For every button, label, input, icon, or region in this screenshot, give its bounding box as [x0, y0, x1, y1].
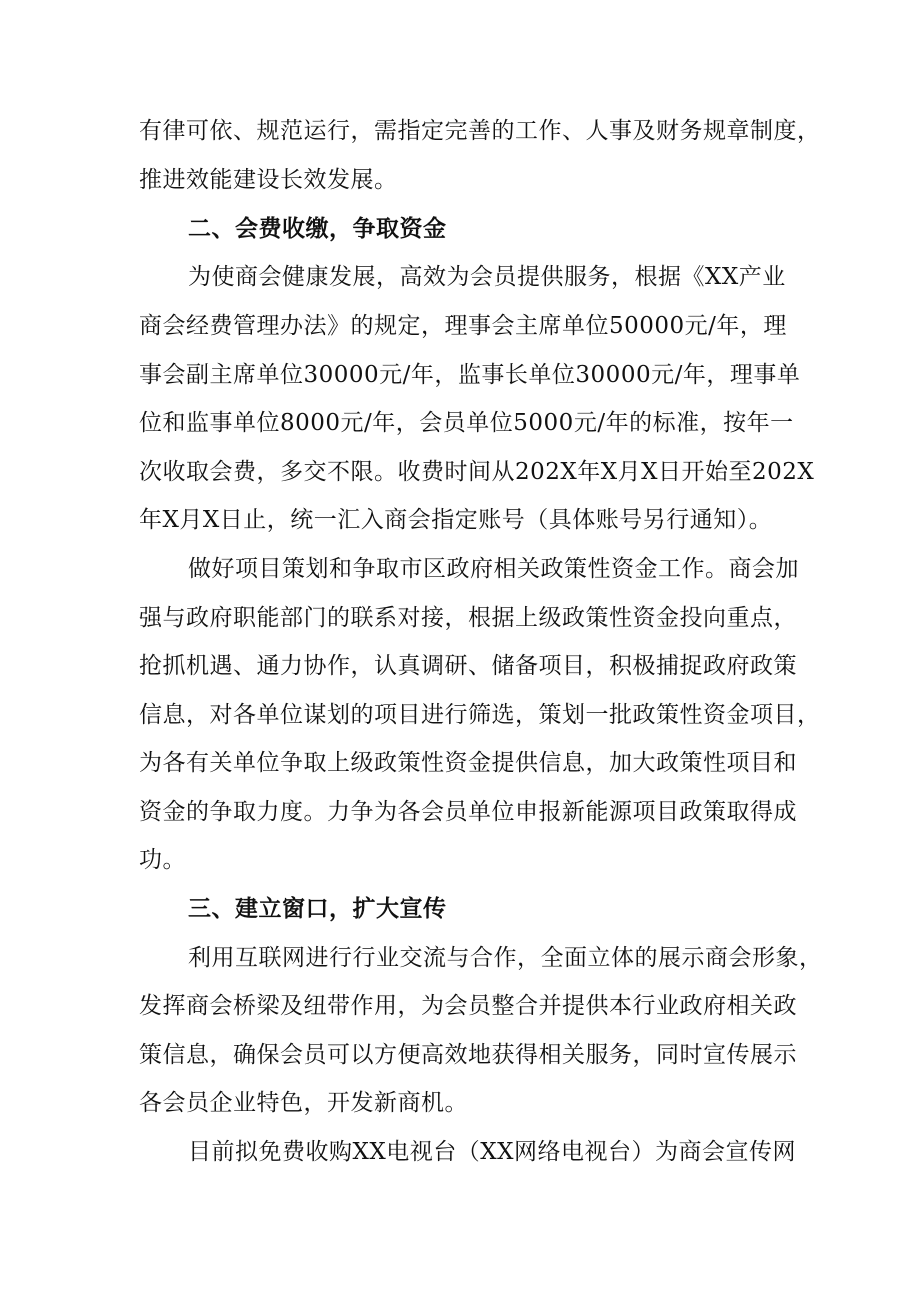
paragraph-line: 事会副主席单位30000元/年，监事长单位30000元/年，理事单: [139, 362, 801, 388]
paragraph-line: 强与政府职能部门的联系对接，根据上级政策性资金投向重点，: [139, 605, 797, 631]
paragraph-line: 有律可依、规范运行，需指定完善的工作、人事及财务规章制度，: [139, 118, 821, 144]
paragraph-line: 推进效能建设长效发展。: [139, 167, 398, 193]
paragraph-line: 为各有关单位争取上级政策性资金提供信息，加大政策性项目和: [139, 750, 797, 776]
paragraph-line: 做好项目策划和争取市区政府相关政策性资金工作。商会加: [188, 556, 799, 582]
paragraph-line: 年X月X日止，统一汇入商会指定账号（具体账号另行通知）。: [139, 507, 773, 533]
paragraph-line: 策信息，确保会员可以方便高效地获得相关服务，同时宣传展示: [139, 1042, 797, 1068]
paragraph-line: 利用互联网进行行业交流与合作，全面立体的展示商会形象，: [188, 945, 823, 971]
paragraph-line: 位和监事单位8000元/年，会员单位5000元/年的标准，按年一: [139, 410, 794, 436]
section-heading-3: 三、建立窗口，扩大宣传: [188, 895, 447, 922]
paragraph-line: 次收取会费，多交不限。收费时间从202X年X月X日开始至202X: [139, 459, 815, 485]
paragraph-line: 功。: [139, 847, 186, 873]
section-heading-2: 二、会费收缴，争取资金: [188, 215, 447, 242]
paragraph-line: 各会员企业特色，开发新商机。: [139, 1090, 468, 1116]
paragraph-line: 资金的争取力度。力争为各会员单位申报新能源项目政策取得成: [139, 799, 797, 825]
paragraph-line: 为使商会健康发展，高效为会员提供服务，根据《XX产业: [188, 264, 786, 290]
paragraph-line: 信息，对各单位谋划的项目进行筛选，策划一批政策性资金项目，: [139, 702, 821, 728]
paragraph-line: 商会经费管理办法》的规定，理事会主席单位50000元/年，理: [139, 313, 787, 339]
paragraph-line: 发挥商会桥梁及纽带作用，为会员整合并提供本行业政府相关政: [139, 993, 797, 1019]
paragraph-line: 目前拟免费收购XX电视台（XX网络电视台）为商会宣传网: [188, 1139, 796, 1165]
paragraph-line: 抢抓机遇、通力协作，认真调研、储备项目，积极捕捉政府政策: [139, 653, 797, 679]
